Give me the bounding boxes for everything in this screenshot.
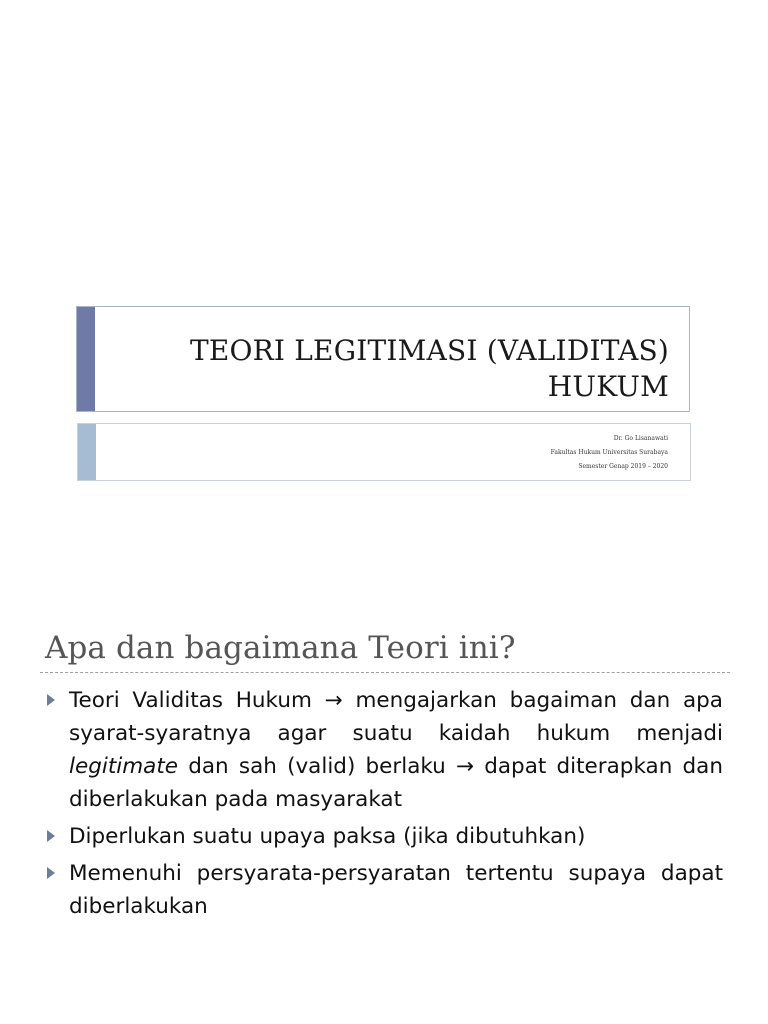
bullet1-part1: Teori Validitas Hukum xyxy=(69,688,312,713)
slide-title-line-2: HUKUM xyxy=(547,370,669,403)
arrow-right-icon: → xyxy=(456,754,475,779)
bullet2-text: Diperlukan suatu upaya paksa (jika dibutuhkan) xyxy=(69,824,586,849)
arrow-right-icon: → xyxy=(324,688,343,713)
triangle-bullet-icon xyxy=(47,694,55,706)
bullet-list xyxy=(45,684,723,927)
slide-title xyxy=(190,333,669,405)
bullet1-part3: dan sah (valid) berlaku xyxy=(188,754,446,779)
triangle-bullet-icon xyxy=(47,867,55,879)
subtitle-box xyxy=(77,423,691,481)
slide-title-line-1: TEORI LEGITIMASI (VALIDITAS) xyxy=(189,334,669,367)
heading-divider xyxy=(40,672,730,673)
subtitle-semester: Semester Genap 2019 – 2020 xyxy=(578,463,668,470)
subtitle-faculty: Fakultas Hukum Universitas Surabaya xyxy=(550,449,668,456)
bullet3-text: Memenuhi persyarata-persyaratan tertentu supaya dapat diberlakukan xyxy=(69,861,723,919)
bullet1-part4: dapat diterapkan dan diberlakukan pada masyarakat xyxy=(69,754,723,812)
bullet1-part2: mengajarkan bagaiman dan apa syarat-syaratnya agar suatu kaidah hukum menjadi xyxy=(69,688,723,746)
slide2-heading: Apa dan bagaimana Teori ini? xyxy=(45,630,516,666)
subtitle-accent-bar xyxy=(78,424,96,480)
bullet-item-2 xyxy=(45,820,723,853)
title-box xyxy=(76,306,690,412)
bullet-item-3 xyxy=(45,857,723,923)
bullet-item-1 xyxy=(45,684,723,816)
subtitle-author: Dr. Go Lisanawati xyxy=(613,435,668,442)
subtitle-lines xyxy=(551,432,668,474)
bullet1-italic: legitimate xyxy=(69,754,179,779)
triangle-bullet-icon xyxy=(47,830,55,842)
title-accent-bar xyxy=(77,307,95,411)
